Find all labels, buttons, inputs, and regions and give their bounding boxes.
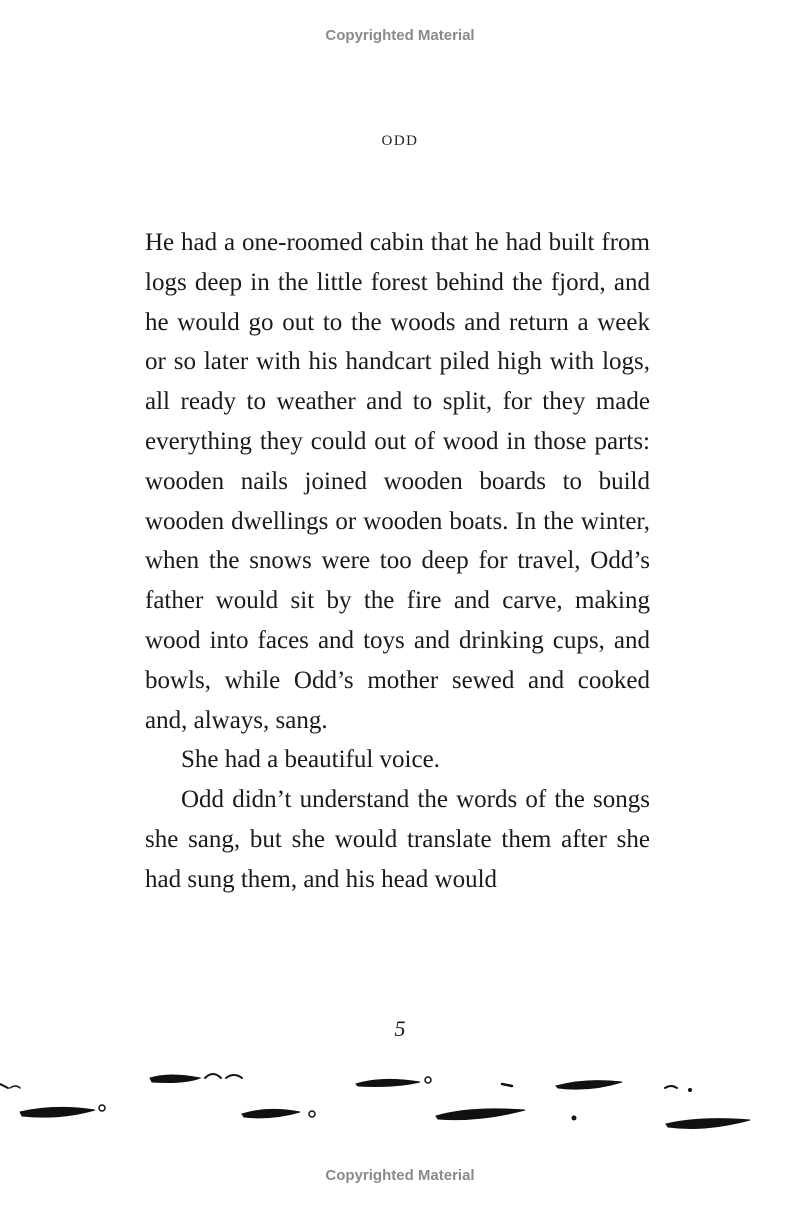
running-head: ODD [381, 133, 419, 149]
paragraph-1: He had a one-roomed cabin that he had built from logs deep in the little forest behind the fjord, and he would go out to the woods and return a week or so later with his handcart piled high with logs, all ready to weather and to split, for they made everything they could out of wood in those parts: wooden nails joined wooden boards to build wooden dwellings or wooden boats. In the winter, when the snows were too deep for travel, Odd’s father would sit by the fire and carve, making wood into faces and toys and drinking cups, and bowls, while Odd’s mother sewed and cooked and, always, sang. [145, 229, 650, 734]
brushstroke-mark [99, 1105, 105, 1111]
copyright-watermark-bottom: Copyrighted Material [325, 1167, 475, 1184]
brushstroke-mark [309, 1111, 315, 1117]
paragraph-2: She had a beautiful voice. [181, 746, 440, 774]
brushstroke-mark [226, 1075, 242, 1078]
brushstroke-mark [665, 1086, 677, 1088]
brushstroke-mark [242, 1109, 300, 1117]
brushstroke-mark [436, 1109, 525, 1120]
brushstroke-mark [502, 1084, 512, 1086]
brushstroke-mark [205, 1074, 221, 1078]
brushstroke-mark [556, 1081, 622, 1089]
brushstroke-mark [150, 1075, 200, 1083]
brushstroke-mark [572, 1116, 576, 1120]
brushstroke-mark [425, 1077, 431, 1083]
decorative-brushstroke-border-icon [0, 1068, 800, 1138]
brushstroke-mark [666, 1119, 750, 1129]
brushstroke-mark [20, 1107, 95, 1117]
paragraph-3: Odd didn’t understand the words of the songs she sang, but she would translate them after she had sung them, and his head would [145, 786, 650, 893]
body-text [145, 223, 650, 900]
brushstroke-mark [10, 1086, 20, 1088]
page-number: 5 [394, 1016, 406, 1041]
copyright-watermark-top: Copyrighted Material [325, 27, 475, 44]
brushstroke-mark [689, 1089, 692, 1092]
brushstroke-mark [356, 1079, 420, 1086]
brushstroke-mark [0, 1084, 8, 1088]
